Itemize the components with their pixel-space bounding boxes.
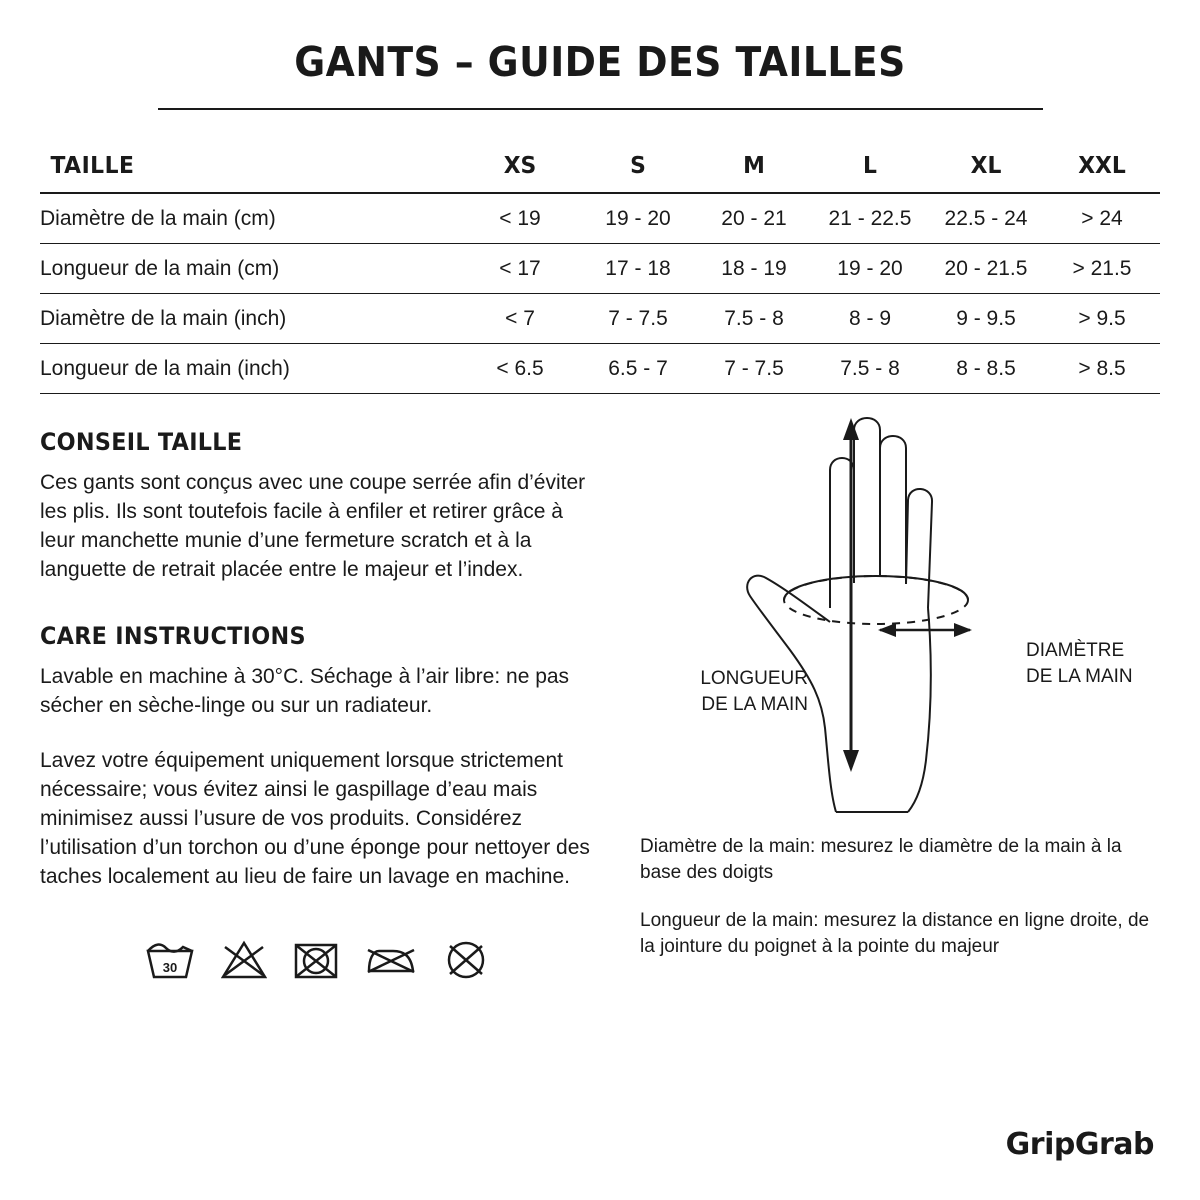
wash-30-icon [145, 939, 195, 981]
do-not-dry-clean-icon [443, 939, 489, 981]
fit-advice-heading: CONSEIL TAILLE [40, 428, 243, 456]
cell-xl: 8 - 8.5 [928, 344, 1044, 394]
row-label: Diamètre de la main (cm) [40, 193, 460, 244]
diagram-label-length-line1: LONGUEUR [700, 668, 808, 689]
table-header-row [40, 140, 1160, 193]
cell-m: 7 - 7.5 [696, 344, 812, 394]
table-header-xxl: XXL [1047, 140, 1157, 193]
cell-xl: 22.5 - 24 [928, 193, 1044, 244]
size-table [40, 140, 1160, 394]
cell-xs: < 17 [460, 244, 580, 294]
spacer [40, 584, 600, 614]
size-table-container [40, 140, 1160, 394]
table-header-xs: XS [463, 140, 577, 193]
diagram-caption-length: Longueur de la main: mesurez la distance en ligne droite, de la jointure du poignet à la pointe du majeur [640, 910, 1150, 957]
do-not-bleach-icon [221, 939, 267, 981]
brand-logo: GripGrab [1005, 1127, 1154, 1162]
cell-m: 7.5 - 8 [696, 294, 812, 344]
diagram-label-diameter-line2: DE LA MAIN [1026, 666, 1133, 687]
cell-s: 6.5 - 7 [580, 344, 696, 394]
cell-xxl: > 8.5 [1044, 344, 1160, 394]
cell-l: 8 - 9 [812, 294, 928, 344]
cell-xs: < 7 [460, 294, 580, 344]
svg-text:30: 30 [162, 960, 178, 975]
table-header-xl: XL [931, 140, 1041, 193]
care-symbols-row [145, 939, 600, 981]
do-not-tumble-dry-icon [293, 939, 339, 981]
cell-xl: 20 - 21.5 [928, 244, 1044, 294]
care-text-1: Lavable en machine à 30°C. Séchage à l’air libre: ne pas sécher en sèche-linge ou sur un radiateur. [40, 665, 570, 717]
table-row [40, 244, 1160, 294]
cell-xs: < 6.5 [460, 344, 580, 394]
cell-m: 18 - 19 [696, 244, 812, 294]
table-row [40, 344, 1160, 394]
cell-l: 7.5 - 8 [812, 344, 928, 394]
table-header-m: M [699, 140, 809, 193]
cell-xxl: > 24 [1044, 193, 1160, 244]
fit-advice-text: Ces gants sont conçus avec une coupe serrée afin d’éviter les plis. Ils sont toutefois facile à enfiler et retirer grâce à leur manchette munie d’une fermeture scratch et à la languette de retrait placée entre le majeur et l’index. [40, 471, 586, 581]
cell-m: 20 - 21 [696, 193, 812, 244]
table-row [40, 294, 1160, 344]
care-heading: CARE INSTRUCTIONS [40, 622, 306, 650]
size-table-head [40, 140, 1160, 193]
left-column [40, 420, 600, 981]
title-divider [158, 108, 1043, 110]
table-header-l: L [815, 140, 925, 193]
table-row [40, 193, 1160, 244]
right-column [640, 420, 1160, 981]
diagram-label-diameter-line1: DIAMÈTRE [1026, 640, 1125, 661]
cell-xxl: > 9.5 [1044, 294, 1160, 344]
diagram-caption-diameter: Diamètre de la main: mesurez le diamètre de la main à la base des doigts [640, 836, 1122, 883]
cell-xxl: > 21.5 [1044, 244, 1160, 294]
cell-l: 21 - 22.5 [812, 193, 928, 244]
row-label: Longueur de la main (inch) [40, 344, 460, 394]
size-table-body [40, 193, 1160, 394]
table-header-s: S [583, 140, 693, 193]
row-label: Longueur de la main (cm) [40, 244, 460, 294]
cell-s: 19 - 20 [580, 193, 696, 244]
lower-content [40, 420, 1160, 981]
cell-l: 19 - 20 [812, 244, 928, 294]
hand-measurement-diagram [640, 408, 1160, 828]
diagram-label-length-line2: DE LA MAIN [701, 694, 808, 715]
cell-s: 7 - 7.5 [580, 294, 696, 344]
cell-xs: < 19 [460, 193, 580, 244]
care-text-2: Lavez votre équipement uniquement lorsque strictement nécessaire; vous évitez ainsi le gaspillage d’eau mais minimisez aussi l’usure de vos produits. Considérez l’utilisation d’un torchon ou d’une éponge pour nettoyer des taches localement au lieu de faire un lavage en machine. [40, 749, 590, 888]
table-header-taille: TAILLE [51, 140, 450, 193]
cell-xl: 9 - 9.5 [928, 294, 1044, 344]
do-not-iron-icon [365, 939, 417, 981]
row-label: Diamètre de la main (inch) [40, 294, 460, 344]
page-title: GANTS – GUIDE DES TAILLES [294, 38, 906, 86]
cell-s: 17 - 18 [580, 244, 696, 294]
